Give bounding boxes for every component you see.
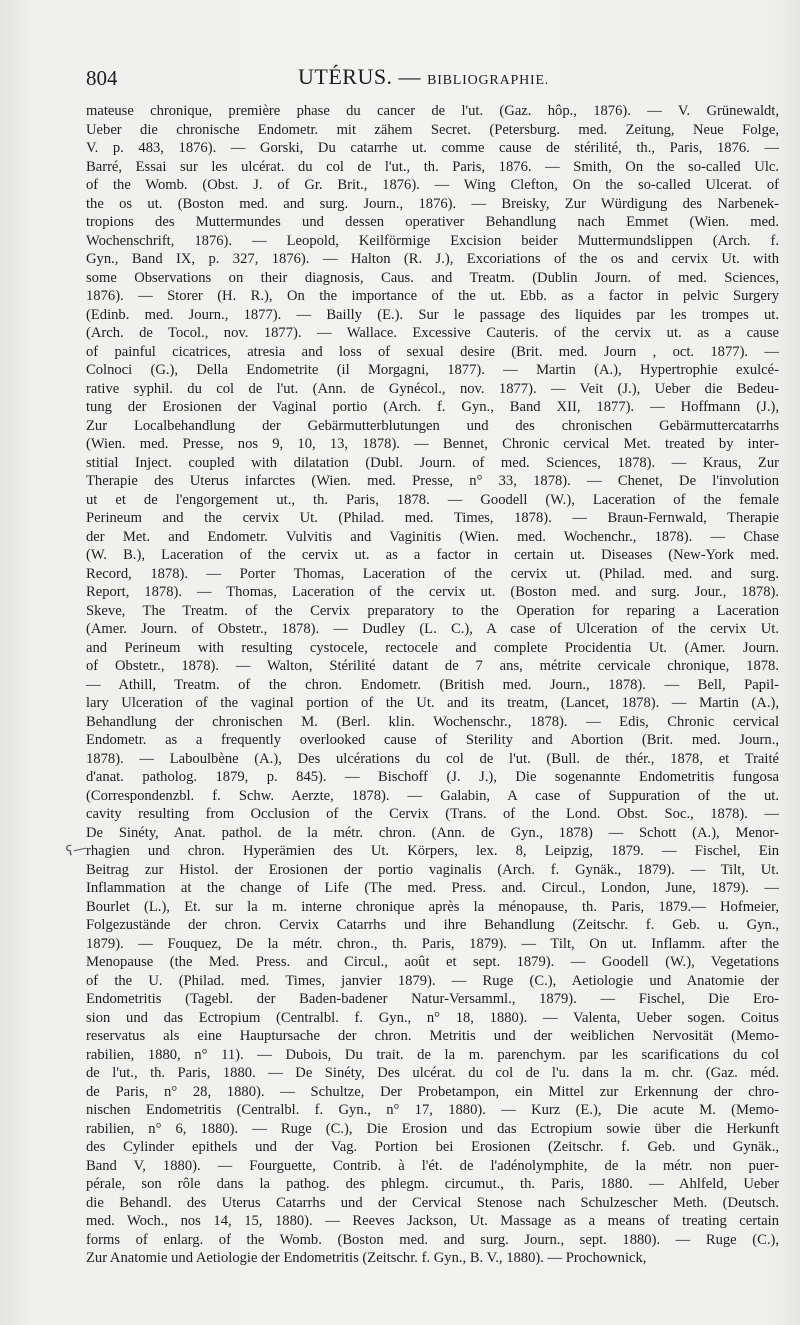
running-title-subtitle: BIBLIOGRAPHIE. (427, 73, 550, 88)
text-line: des Cylinder epithels und der Vag. Portion bei Erosionen (Zeitschr. f. Geb. und Gynäk., (86, 1139, 779, 1155)
text-line: med. Woch., nos 14, 15, 1880). — Reeves Jackson, Ut. Massage as a means of treating certain (86, 1213, 779, 1229)
text-line: — Athill, Treatm. of the chron. Endometr. (British med. Journ., 1878). — Bell, Papil- (86, 676, 779, 693)
text-line: Colnoci (G.), Della Endometrite (il Morgagni, 1877). — Martin (A.), Hypertrophie exulcé- (86, 362, 779, 378)
text-line: (W. B.), Laceration of the cervix ut. as a factor in certain ut. Diseases (New-York med. (86, 547, 779, 563)
text-line: Behandlung der chronischen M. (Berl. klin. Wochenschr., 1878). — Edis, Chronic cervical (86, 713, 779, 730)
text-line: d'anat. patholog. 1879, p. 845). — Bischoff (J. J.), Die sogenannte Endometritis fungosa (86, 769, 779, 785)
text-line: Gyn., Band IX, p. 327, 1876). — Halton (R. J.), Excoriations of the os and cervix Ut. with (86, 251, 779, 267)
text-line: 1876). — Storer (H. R.), On the importance of the ut. Ebb. as a factor in pelvic Surgery (86, 288, 779, 304)
text-line: nischen Endometritis (Centralbl. f. Gyn., n° 17, 1880). — Kurz (E.), Die acute M. (Memo- (86, 1102, 779, 1118)
text-line: Menopause (the Med. Press. and Circul., août et sept. 1879). — Goodell (W.), Vegetations (86, 954, 779, 970)
text-line: Therapie des Uterus infarctes (Wien. med. Presse, n° 33, 1878). — Chenet, De l'involution (86, 473, 779, 489)
text-line: Perineum and the cervix Ut. (Philad. med. Times, 1878). — Braun-Fernwald, Therapie (86, 510, 779, 526)
text-line: rative syphil. du col de l'ut. (Ann. de Gynécol., nov. 1877). — Veit (J.), Ueber die Bedeu- (86, 380, 779, 397)
text-line: Zur Anatomie und Aetiologie der Endometritis (Zeitschr. f. Gyn., B. V., 1880). — Prochownick, (86, 1250, 647, 1266)
text-line: rhagien und chron. Hyperämien des Ut. Körpers, lex. 8, Leipzig, 1879. — Fischel, Ein (86, 843, 779, 859)
running-title-main: UTÉRUS. — (298, 64, 428, 89)
text-line: Zur Localbehandlung der Gebärmutterblutungen und des chronischen Gebärmuttercatarrhs (86, 417, 779, 434)
text-line: (Amer. Journ. of Obstetr., 1878). — Dudley (L. C.), A case of Ulceration of the cervix Ut. (86, 621, 779, 637)
text-line: of Obstetr., 1878). — Walton, Stérilité datant de 7 ans, métrite cervicale chronique, 1878. (86, 658, 779, 674)
running-title (298, 64, 549, 90)
text-line: Beitrag zur Histol. der Erosionen der portio vaginalis (Arch. f. Gynäk., 1879). — Tilt, Ut. (86, 861, 779, 878)
margin-mark: ʕ— (64, 839, 89, 861)
text-line: Wochenschrift, 1876). — Leopold, Keilförmige Excision beider Muttermundslippen (Arch. f. (86, 232, 779, 249)
text-line: V. p. 483, 1876). — Gorski, Du catarrhe ut. comme cause de stérilité, th., Paris, 1876. — (86, 140, 779, 156)
text-line: rabilien, n° 6, 1880). — Ruge (C.), Die Erosion und das Ectropium sowie über die Herkunft (86, 1120, 779, 1137)
text-line: (Wien. med. Presse, nos 9, 10, 13, 1878). — Bennet, Chronic cervical Met. treated by inter- (86, 436, 779, 452)
text-line: (Arch. de Tocol., nov. 1877). — Wallace. Excessive Cauteris. of the cervix ut. as a cause (86, 325, 779, 341)
text-line: of the Womb. (Obst. J. of Gr. Brit., 1876). — Wing Clefton, On the so-called Ulcerat. of (86, 177, 779, 193)
text-line: some Observations on their diagnosis, Caus. and Treatm. (Dublin Journ. of med. Sciences, (86, 269, 779, 286)
text-line: cavity resulting from Occlusion of the Cervix (Trans. of the Lond. Obst. Soc., 1878). — (86, 806, 779, 822)
text-line: (Correspondenzbl. f. Schw. Aerzte, 1878). — Galabin, A case of Suppuration of the ut. (86, 787, 779, 804)
text-line: the os ut. (Boston med. and surg. Journ., 1876). — Breisky, Zur Würdigung des Narbenek- (86, 195, 779, 212)
text-line: Band V, 1880). — Fourguette, Contrib. à l'ét. de l'adénolymphite, de la métr. non puer- (86, 1157, 779, 1174)
text-line: Report, 1878). — Thomas, Laceration of the cervix ut. (Boston med. and surg. Jour., 1878). (86, 584, 779, 600)
text-line: de l'ut., th. Paris, 1880. — De Sinéty, Des ulcérat. du col de l'u. dans la m. chr. (Gaz. méd. (86, 1065, 779, 1081)
text-line: tung der Erosionen der Vaginal portio (Arch. f. Gyn., Band XII, 1877). — Hoffmann (J.), (86, 399, 779, 415)
text-line: reservatus als eine Hauptursache der chron. Metritis und der weiblichen Nervosität (Memo- (86, 1028, 779, 1044)
text-line: sion und das Ectropium (Centralbl. f. Gyn., n° 18, 1880). — Valenta, Ueber sogen. Coitus (86, 1009, 779, 1026)
text-line: der Met. and Endometr. Vulvitis and Vaginitis (Wien. med. Wochenchr., 1878). — Chase (86, 528, 779, 545)
text-line: 1878). — Laboulbène (A.), Des ulcérations du col de l'ut. (Bull. de thér., 1878, et Traité (86, 750, 779, 767)
text-line: Folgezustände der chron. Cervix Catarrhs und ihre Behandlung (Zeitschr. f. Geb. u. Gyn., (86, 917, 779, 933)
text-line: of painful cicatrices, atresia and loss of sexual desire (Brit. med. Journ , oct. 1877). — (86, 343, 779, 360)
text-line: (Edinb. med. Journ., 1877). — Bailly (E.). Sur le passage des liquides par les trompes ut. (86, 306, 779, 323)
text-line: Record, 1878). — Porter Thomas, Laceration of the cervix ut. (Philad. med. and surg. (86, 565, 779, 582)
text-line: 1879). — Fouquez, De la métr. chron., th. Paris, 1879). — Tilt, On ut. Inflamm. after the (86, 935, 779, 952)
text-line: lary Ulceration of the vaginal portion of the Ut. and its treatm, (Lancet, 1878). — Martin (A.), (86, 695, 779, 711)
text-line: mateuse chronique, première phase du cancer de l'ut. (Gaz. hôp., 1876). — V. Grünewaldt, (86, 103, 779, 119)
text-line: De Sinéty, Anat. pathol. de la métr. chron. (Ann. de Gyn., 1878) — Schott (A.), Menor- (86, 824, 779, 841)
text-line: of the U. (Philad. med. Times, janvier 1879). — Ruge (C.), Aetiologie und Anatomie der (86, 972, 779, 989)
bibliography-text (86, 102, 779, 1268)
page-number: 804 (86, 66, 118, 90)
page-header (86, 60, 776, 100)
text-line: Ueber die chronische Endometr. mit zähem Secret. (Petersburg. med. Zeitung, Neue Folge, (86, 121, 779, 138)
text-line: rabilien, 1880, n° 11). — Dubois, Du trait. de la m. parenchym. par les scarifications du col (86, 1046, 779, 1063)
text-line: and Perineum with resulting cystocele, rectocele and complete Procidentia Ut. (Amer. Journ. (86, 639, 779, 656)
text-line: forms of enlarg. of the Womb. (Boston med. and surg. Journ., sept. 1880). — Ruge (C.), (86, 1231, 779, 1248)
text-line: Skeve, The Treatm. of the Cervix preparatory to the Operation for reparing a Laceration (86, 602, 779, 619)
text-line: tropions des Muttermundes und dessen operativer Behandlung nach Emmet (Wien. med. (86, 214, 779, 230)
text-line: Endometr. as a frequently overlooked cause of Sterility and Abortion (Brit. med. Journ., (86, 732, 779, 748)
text-line: de Paris, n° 28, 1880). — Schultze, Der Probetampon, ein Mittel zur Erkennung der chro- (86, 1083, 779, 1100)
text-line: ut et de l'engorgement ut., th. Paris, 1878. — Goodell (W.), Laceration of the female (86, 491, 779, 508)
text-line: Endometritis (Tagebl. der Baden-badener Natur-Versamml., 1879). — Fischel, Die Ero- (86, 991, 779, 1007)
text-line: Bourlet (L.), Et. sur la m. interne chronique après la ménopause, th. Paris, 1879.— Hofmeier, (86, 898, 779, 915)
text-line: stitial Inject. coupled with dilatation (Dubl. Journ. of med. Sciences, 1878). — Kraus, Zur (86, 454, 779, 471)
text-line: Inflammation at the change of Life (The med. Press. and. Circul., London, June, 1879). — (86, 880, 779, 896)
text-line: Barré, Essai sur les ulcérat. du col de l'ut., th. Paris, 1876. — Smith, On the so-called Ulc. (86, 158, 779, 175)
text-line: die Behandl. des Uterus Catarrhs und der Cervical Stenose nach Schulzescher Meth. (Deutsch. (86, 1194, 779, 1211)
text-line: pérale, son rôle dans la pathog. des phlegm. circumut., th. Paris, 1880. — Ahlfeld, Ueber (86, 1176, 779, 1192)
